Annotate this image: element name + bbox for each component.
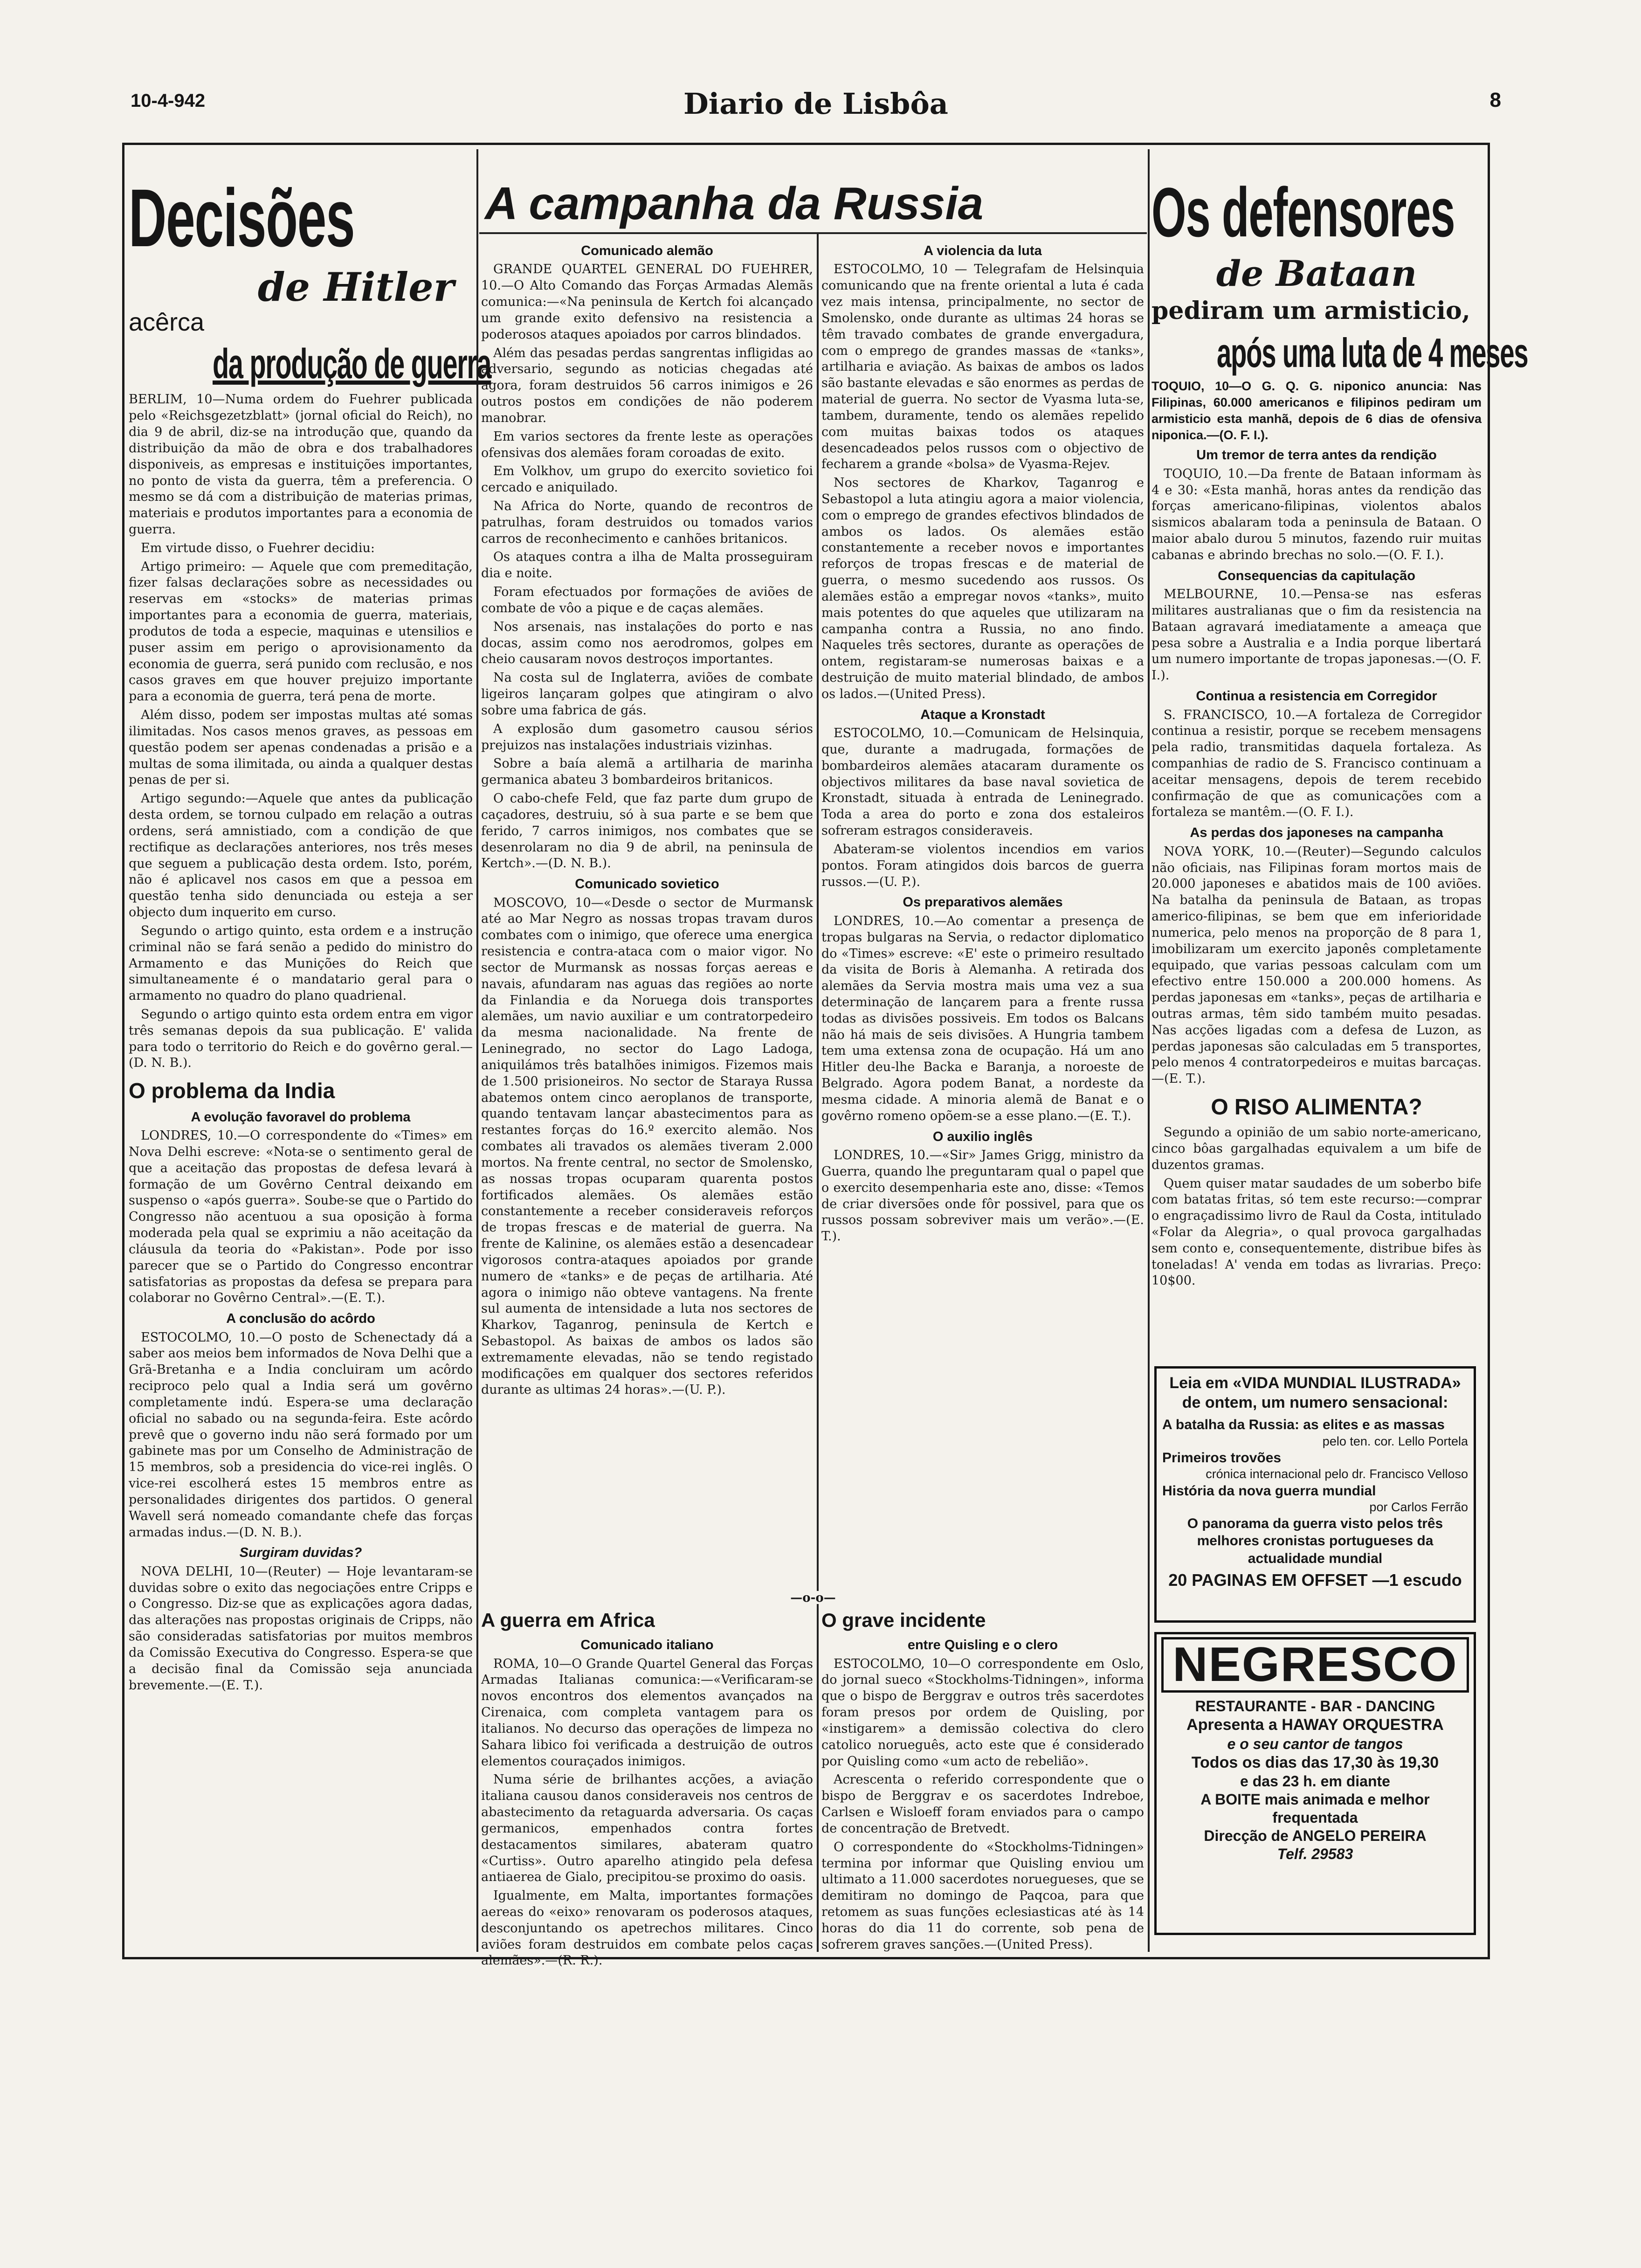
subhead-de-hitler: de Hitler [257,264,454,310]
subhead-conclusao-acordo: A conclusão do acôrdo [226,1311,375,1327]
paragraph: ROMA, 10—O Grande Quartel General das Forças Armadas Italianas comunica:—«Verificaram-se novos encontros dos elementos avançados na Cirenaica, com completa vantagem para os italianos. No decurso das operações de limpeza no Sahara libico foi verificada a destruição de outros elementos couraçados inimigos. [481,1656,813,1769]
paragraph: Na costa sul de Inglaterra, aviões de combate ligeiros lançaram golpes que atingiram o alvo sobre uma fabrica de gás. [481,671,813,718]
masthead [131,87,1501,119]
paragraph: ESTOCOLMO, 10 — Telegrafam de Helsinquia comunicando que na frente oriental a luta é cada vez mais intensa, principalmente, no sector de Smolensko, onde durante as ultimas 24 horas se têm travado combates de grande envergadura, com o emprego de grandes massas de «tanks», artilharia e aviação. As baixas de ambos os lados são bastante elevadas e são enormes as perdas de material de guerra. No sector de Vyasma luta-se, tambem, duramente, tendo os alemães repelido com muitas baixas todos os ataques desencadeados pelos russos com o objectivo de fecharem a grande «bolsa» de Vyasma-Rejev. [821,262,1144,472]
column-rule [476,149,478,1952]
article-guerra-africa [481,1608,813,1968]
subhead-surgiram-duvidas: Surgiram duvidas? [239,1545,362,1561]
ad-line: pelo ten. cor. Lello Portela [1322,1434,1468,1448]
ad-line: A batalha da Russia: as elites e as massas [1162,1417,1445,1433]
headline-decisoes: Decisões [129,173,355,264]
page-number: 8 [1489,89,1501,111]
paragraph: Sobre a baía alemã a artilharia de marinha germanica abateu 3 bombardeiros britanicos. [481,756,813,788]
subhead-quisling-clero: entre Quisling e o clero [907,1638,1058,1653]
subhead-apos-luta: após uma luta de 4 meses [1217,330,1528,376]
paragraph: LONDRES, 10.—«Sir» James Grigg, ministro da Guerra, quando lhe preguntaram qual o papel que o exercito desempenharia este ano, disse: «Temos de criar diversões onde fôr possivel, para que os russos possam sobreviver mais um verão».—(E. T.). [821,1148,1144,1244]
paragraph: LONDRES, 10.—Ao comentar a presença de tropas bulgaras na Servia, o redactor diplomatico do «Times» escreve: «E' este o primeiro resultado da visita de Boris à Alemanha. A retirada dos alemães da Servia mostra mais uma vez a sua determinação de lançarem para a frente russa todas as divisões possiveis. Em todos os Balcans não há mais de seis divisões. A Hungria tambem tem uma extensa zona de ocupação. Há um ano Hitler deu-lhe Backa e Baranja, a noroeste de Belgrado. Agora podem Banat, a nordeste da mesma cidade. A minoria alemã de Banat e o govêrno romeno opõem-se a esse plano.—(E. T.). [821,913,1144,1123]
ad-line: História da nova guerra mundial [1162,1483,1376,1499]
ad-line: Todos os dias das 17,30 às 19,30 [1191,1753,1439,1771]
lead-paragraph: TOQUIO, 10—O G. Q. G. niponico anuncia: Nas Filipinas, 60.000 americanos e filipinos pediram um armisticio esta manhã, depois de 6 dias de ofensiva niponica.—(O. F. I.). [1151,379,1482,442]
ad-vida-mundial [1154,1366,1476,1623]
paragraph: Artigo segundo:—Aquele que antes da publicação desta ordem, se tornou culpado em relação a outras ordens, será amnistiado, com a condição de que rectifique as declarações anteriores, nos três meses que seguem a publicação desta ordem. Isto, porém, não é aplicavel nos casos em que a pessoa em questão tenha sido denunciada ou esteja a ser objecto dum inquerito em curso. [129,791,473,920]
column-rule [817,1604,819,1952]
paragraph: Os ataques contra a ilha de Malta prosseguiram dia e noite. [481,550,813,581]
section-separator: —o-o— [790,1591,836,1605]
paragraph: ESTOCOLMO, 10.—Comunicam de Helsinquia, que, durante a madrugada, formações de bombardeiros alemães atacaram duramente os objectivos militares da base naval sovietica de Kronstadt, situada à entrada de Leninegrado. Toda a area do porto e zona dos estaleiros sofreram estragos consideraveis. [821,726,1144,838]
subhead-pediram-armisticio: pediram um armisticio, [1151,297,1470,325]
paragraph: TOQUIO, 10.—Da frente de Bataan informam às 4 e 30: «Esta manhã, horas antes da rendição das forças americano-filipinas, violentos abalos sismicos abalaram toda a peninsula de Bataan. O maior abalo durou 5 minutos, fazendo ruir muitas cabanas e abrindo brechas no solo.—(O. F. I.). [1151,466,1482,562]
paragraph: Segundo o artigo quinto esta ordem entra em vigor três semanas depois da sua publicação. E' valida para todo o territorio do Reich e do govêrno geral.—(D. N. B.). [129,1007,473,1071]
ad-line: 20 PAGINAS EM OFFSET —1 escudo [1168,1570,1462,1590]
column-rule [817,233,819,1591]
issue-date: 10-4-942 [131,90,206,111]
paragraph: Segundo a opinião de um sabio norte-americano, cinco bôas gargalhadas equivalem a um bife de duzentos gramas. [1151,1125,1482,1172]
paragraph: MOSCOVO, 10—«Desde o sector de Murmansk até ao Mar Negro as nossas tropas travam duros combates com o inimigo, que oferece uma energica resistencia e contra-ataca com o maior vigor. No sector de Murmansk as nossas forças aereas e navais, afundaram nas aguas das regiões ao norte da Finlandia e da Noruega dois transportes alemães, um navio auxiliar e um contratorpedeiro da mesma nacionalidade. Na frente de Leninegrado, no sector do Lago Ladoga, aniquilámos três batalhões inimigos. Fizemos mais de 1.500 prisioneiros. No sector de Staraya Russa abatemos ontem cinco aeroplanos de transporte, quando tentavam lançar abastecimentos para as restantes forças do 16.º exercito alemão. Nos combates ali travados os alemães tiveram 2.000 mortos. Na frente central, no sector de Smolensko, as nossas tropas ocuparam quarenta postos fortificados alemães. Os alemães estão constantemente a receber consideraveis reforços de tropas frescas e de material de guerra. Na frente de Kalinine, os alemães estão a desencadear vigorosos contra-ataques apoiados por grande numero de «tanks» e de peças de artilharia. Até agora o inimigo não obteve vantagens. Na frente sul aumenta de intensidade a luta nos sectores de Kharkov, Taganrog, peninsula de Kertch e Sebastopol. As baixas de ambos os lados são extremamente elevadas, não se tendo registado modificações em qualquer dos sectores referidos durante as ultimas 24 horas».—(U. P.). [481,895,813,1397]
ad-line: A BOITE mais animada e melhor frequentada [1200,1791,1430,1826]
paragraph: O cabo-chefe Feld, que faz parte dum grupo de caçadores, destruiu, só à sua parte e se bem que ferido, 7 carros inimigos, nos combates que se desenrolaram no dia 9 de abril, na peninsula de Kertch».—(D. N. B.). [481,791,813,871]
subhead-perdas-japoneses: As perdas dos japoneses na campanha [1190,825,1443,841]
paragraph: NOVA YORK, 10.—(Reuter)—Segundo calculos não oficiais, nas Filipinas foram mortos mais de 20.000 japoneses e abatidos mais de 100 aviões. Na batalha da peninsula de Bataan, as tropas americo-filipinas, se bem que em inferioridade numerica, pelo menos na proporção de 8 para 1, imobilizaram um exercito japonês completamente equipado, que varias pessoas calculam com um efectivo entre 150.000 a 200.000 homens. As perdas japonesas em «tanks», peças de artilharia e outras armas, têm sido também muito pesadas. Nas acções ligadas com a defesa de Luzon, as perdas japonesas são calculadas em 5 transportes, pelo menos 4 contratorpedeiros e muitas barcaças.—(E. T.). [1151,844,1482,1086]
paragraph: Nos sectores de Kharkov, Taganrog e Sebastopol a luta atingiu agora a maior violencia, com o emprego de grandes efectivos blindados de ambos os lados. Os alemães estão constantemente a receber novos e importantes reforços de tropas frescas e de material de guerra, o mesmo sucedendo aos russos. Os alemães estão a empregar novos «tanks», muito mais potentes do que aqueles que utilizaram na campanha contra a Russia, no ano findo. Naqueles três sectores, durante as operações de ontem, registaram-se numerosas baixas e a destruição de muito material blindado, de ambos os lados.—(United Press). [821,476,1144,701]
column-hitler [129,173,491,1949]
paragraph: Segundo o artigo quinto, esta ordem e a instrução criminal não se fará senão a pedido do ministro do Armamento e das Munições do Reich que simultaneamente é o mandatario geral para o armamento no quadro do plano quadrienal. [129,923,473,1003]
column-russia-b [821,239,1144,1586]
article-grave-incidente [821,1608,1144,1953]
paragraph: S. FRANCISCO, 10.—A fortaleza de Corregidor continua a resistir, porque se recebem mensagens pela radio, transmitidas daquela fortaleza. As companhias de radio de S. Francisco continuam a aceitar mensagens, depois de terem recebido confirmação de que as comunicações com a fortaleza se mantêm.—(O. F. I.). [1151,707,1482,820]
paragraph: Artigo primeiro: — Aquele que com premeditação, fizer falsas declarações sobre as necessidades ou reservas em «stocks» de materias primas importantes para a economia de guerra, materiais, produtos de toda a especie, maquinas e utensilios e puser assim em perigo o aprovisionamento da economia de guerra, será punido com reclusão, e nos casos graves em que houver prejuizo importante para a economia de guerra, terá pena de morte. [129,559,473,704]
column-bataan [1151,173,1528,1362]
ad-negresco [1154,1632,1476,1935]
paragraph: Além disso, podem ser impostas multas até somas ilimitadas. Nos casos menos graves, as pessoas em questão podem ser apenas condenadas a prisão e a multas de soma ilimitada, ou ainda a qualquer destas penas de per si. [129,708,473,788]
paragraph: A explosão dum gasometro causou sérios prejuizos nas instalações industriais vizinhas. [481,721,813,753]
section-rule [479,232,1147,234]
negresco-logo: NEGRESCO [1161,1637,1469,1693]
subhead-de-bataan: de Bataan [1216,253,1417,294]
ad-line: RESTAURANTE - BAR - DANCING [1195,1698,1435,1715]
subhead-acerca: acêrca [129,308,205,337]
subhead-tremor-terra: Um tremor de terra antes da rendição [1196,448,1437,463]
paragraph: LONDRES, 10.—O correspondente do «Times» em Nova Delhi escreve: «Nota-se o sentimento geral de que a aceitação das propostas de defesa levará à formação de um Govêrno Central deixando em suspenso o «após guerra». Soube-se que o Partido do Congresso não acentuou a sua oposição à forma moderada pela qual se exprimiu a não aceitação da cláusula da teoria do «Pakistan». Pode por isso parecer que se o Partido do Congresso encontrar satisfatorias as propostas da defesa se prepara para colaborar no Govêrno Central».—(E. T.). [129,1128,473,1306]
section-title-africa: A guerra em Africa [481,1609,655,1631]
column-russia-a [481,239,813,1586]
paragraph: ESTOCOLMO, 10—O correspondente em Oslo, do jornal sueco «Stockholms-Tidningen», informa que o bispo de Berggrav e outros três sacerdotes foram presos por ordem de Quisling, por «instigarem» a demissão colectiva do clero catolico norueguês, acto este que é considerado por Quisling como «um acto de rebelião». [821,1656,1144,1769]
subhead-producao-de-guerra: da produção de guerra [213,341,491,388]
paragraph: Além das pesadas perdas sangrentas infligidas ao adversario, segundo as noticias chegadas até agora, foram destruidos 56 carros inimigos e 26 outros postos em condições de não poderem manobrar. [481,346,813,425]
ad-line: e o seu cantor de tangos [1227,1735,1403,1752]
paragraph: Em varios sectores da frente leste as operações ofensivas dos alemães foram coroadas de exito. [481,429,813,460]
newspaper-title: Diario de Lisbôa [683,87,948,121]
ad-line: por Carlos Ferrão [1369,1500,1468,1514]
subhead-comunicado-italiano: Comunicado italiano [580,1638,714,1653]
subhead-evolucao: A evolução favoravel do problema [191,1109,411,1125]
headline-campanha-russia: A campanha da Russia [485,178,984,229]
paragraph: Nos arsenais, nas instalações do porto e nas docas, assim como nos aerodromos, golpes em cheio causaram novos destroços importantes. [481,619,813,667]
subhead-preparativos-alemaes: Os preparativos alemães [903,895,1063,910]
paragraph: BERLIM, 10—Numa ordem do Fuehrer publicada pelo «Reichsgezetzblatt» (jornal oficial do Reich), no dia 9 de abril, diz-se na introdução que, quando da distribuição da mão de obra e dos trabalhadores disponiveis, as empresas e instituições importantes, no ponto de vista da guerra, têm a preferencia. O mesmo se dá com a distribuição de materias primas, materiais e produtos importantes para a economia de guerra. [129,392,473,537]
paragraph: NOVA DELHI, 10—(Reuter) — Hoje levantaram-se duvidas sobre o exito das negociações entre Cripps e o Congresso. Diz-se que as explicações agora dadas, das alterações nas propostas originais de Cripps, não são consideradas satisfatorias por muitos membros da Comissão Executiva do Congresso. Espera-se que a decisão final da Comissão seja anunciada brevemente.—(E. T.). [129,1564,473,1693]
headline-os-defensores: Os defensores [1151,173,1455,251]
paragraph: Abateram-se violentos incendios em varios pontos. Foram atingidos dois barcos de guerra russos.—(U. P.). [821,842,1144,889]
paragraph: Quem quiser matar saudades de um soberbo bife com batatas fritas, só tem este recurso:—comprar o engraçadissimo livro de Raul da Costa, intitulado «Folar da Alegria», o qual provoca gargalhadas sem conto e, consequentemente, distribue bifes às toneladas! A' venda em todas as livrarias. Preço: 10$00. [1151,1176,1482,1288]
paragraph: MELBOURNE, 10.—Pensa-se nas esferas militares australianas que o fim da resistencia na Bataan agravará imediatamente a ameaça que pesa sobre a Australia e a India porque libertará um numero importante de tropas japonesas.—(O. F. I.). [1151,587,1482,683]
subhead-ataque-kronstadt: Ataque a Kronstadt [920,707,1045,722]
subhead-comunicado-alemao: Comunicado alemão [581,243,713,258]
column-rule [1148,149,1150,1952]
ad-line: Leia em «VIDA MUNDIAL ILUSTRADA» de ontem, um numero sensacional: [1169,1374,1461,1412]
ad-line: O panorama da guerra visto pelos três melhores cronistas portugueses da actualidade mundial [1187,1516,1443,1566]
subhead-consequencias: Consequencias da capitulação [1218,568,1415,583]
paragraph: O correspondente do «Stockholms-Tidningen» termina por informar que Quisling enviou um ultimato a 11.000 sacerdotes noruegueses, que se demitiram no domingo de Paqcoa, para que retomem as suas funções eclesiasticas até às 14 horas do dia 11 do corrente, sob pena de sofrerem graves sanções.—(United Press). [821,1839,1144,1952]
paragraph: Em virtude disso, o Fuehrer decidiu: [141,540,375,555]
ad-line: Primeiros trovões [1162,1450,1282,1466]
ad-line: Direcção de ANGELO PEREIRA [1204,1827,1427,1845]
subhead-violencia-luta: A violencia da luta [924,243,1042,258]
section-title-india: O problema da India [129,1079,335,1103]
ad-line: e das 23 h. em diante [1240,1773,1390,1790]
paragraph: Foram efectuados por formações de aviões de combate de vôo a pique e de caças alemães. [481,585,813,615]
subhead-corregidor: Continua a resistencia em Corregidor [1196,689,1437,704]
paragraph: GRANDE QUARTEL GENERAL DO FUEHRER, 10.—O Alto Comando das Forças Armadas Alemãs comunica:—«Na peninsula de Kertch foi alcançado um grande exito defensivo na resistencia a poderosos ataques apoiados por carros blindados. [481,262,813,342]
subhead-auxilio-ingles: O auxilio inglês [932,1129,1033,1144]
paragraph: Igualmente, em Malta, importantes formações aereas do «eixo» renovaram os poderosos ataques, desconjuntando os apetrechos militares. Cinco aviões foram destruidos em combate pelos caças alemães».—(R. R.). [481,1888,813,1968]
paragraph: Numa série de brilhantes acções, a aviação italiana causou danos consideraveis nos centros de abastecimento da retaguarda adversaria. Os caças germanicos, empenhados contra fortes destacamentos similares, abateram quatro «Curtiss». Outro aparelho atingido pela defesa antiaerea de Gialo, precipitou-se proximo do oasis. [481,1772,813,1885]
subhead-comunicado-sovietico: Comunicado sovietico [575,877,719,892]
paragraph: ESTOCOLMO, 10.—O posto de Schenectady dá a saber aos meios bem informados de Nova Delhi que a Grã-Bretanha e a India concluiram um acôrdo reciproco pelo qual a India será um govêrno completamente indú. Espera-se uma declaração oficial no sabado ou na segunda-feira. Este acôrdo prevê que o governo indu não será formado por um gabinete mas por um Conselho de Administração de 15 membros, sob a presidencia do vice-rei inglês. O vice-rei escolherá estes 15 membros entre as personalidades dirigentes dos partidos. O general Wavell será nomeado comandante chefe das forças armadas indus.—(D. N. B.). [129,1330,473,1540]
ad-line: Telf. 29583 [1277,1846,1353,1863]
paragraph: Acrescenta o referido correspondente que o bispo de Berggrav e os sacerdotes Indreboe, Carlsen e Wisloeff foram enviados para o campo de concentração de Bretvedt. [821,1772,1144,1836]
paragraph: Na Africa do Norte, quando de recontros de patrulhas, foram destruidos ou tomados varios carros de reconhecimento e canhões britanicos. [481,499,813,546]
section-title-grave-incidente: O grave incidente [821,1609,986,1631]
ad-line: crónica internacional pelo dr. Francisco Velloso [1206,1467,1468,1481]
ad-line: Apresenta a HAWAY ORQUESTRA [1186,1716,1444,1734]
section-title-riso: O RISO ALIMENTA? [1211,1095,1422,1120]
paragraph: Em Volkhov, um grupo do exercito sovietico foi cercado e aniquilado. [481,464,813,495]
